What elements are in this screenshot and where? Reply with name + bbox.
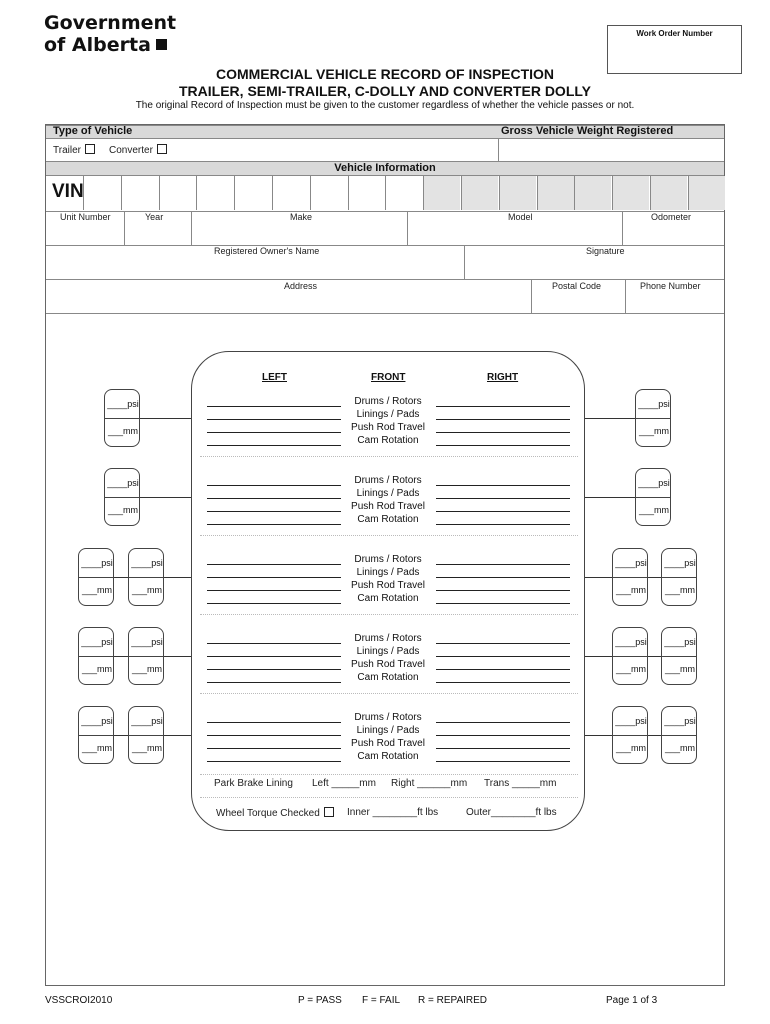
legend-pass: P = PASS bbox=[298, 995, 342, 1006]
mm-field[interactable]: ___mm bbox=[107, 505, 138, 515]
vin-cell[interactable] bbox=[196, 176, 233, 210]
mm-field[interactable]: ___mm bbox=[81, 664, 112, 674]
axle-item-label: Drums / Rotors bbox=[354, 633, 422, 644]
right-result-field[interactable] bbox=[436, 682, 570, 683]
left-result-field[interactable] bbox=[207, 445, 341, 446]
psi-field[interactable]: ____psi bbox=[107, 478, 139, 488]
right-result-field[interactable] bbox=[436, 643, 570, 644]
right-result-field[interactable] bbox=[436, 669, 570, 670]
psi-field[interactable]: ____psi bbox=[664, 637, 696, 647]
mm-field[interactable]: ___mm bbox=[615, 585, 646, 595]
vin-cell[interactable] bbox=[121, 176, 158, 210]
mm-field[interactable]: ___mm bbox=[131, 743, 162, 753]
government-logo bbox=[44, 12, 176, 56]
wheel-torque-checkbox[interactable] bbox=[324, 807, 334, 817]
left-result-field[interactable] bbox=[207, 524, 341, 525]
right-result-field[interactable] bbox=[436, 419, 570, 420]
tire-gauge[interactable] bbox=[635, 468, 671, 526]
mm-field[interactable]: ___mm bbox=[615, 743, 646, 753]
tire-gauge[interactable] bbox=[612, 627, 648, 685]
axle-item-label: Linings / Pads bbox=[356, 646, 420, 657]
psi-field[interactable]: ____psi bbox=[81, 637, 113, 647]
tire-gauge[interactable] bbox=[128, 548, 164, 606]
axle-item-label: Push Rod Travel bbox=[351, 501, 425, 512]
right-result-field[interactable] bbox=[436, 485, 570, 486]
right-result-field[interactable] bbox=[436, 656, 570, 657]
left-result-field[interactable] bbox=[207, 748, 341, 749]
left-result-field[interactable] bbox=[207, 643, 341, 644]
psi-field[interactable]: ____psi bbox=[664, 716, 696, 726]
right-result-field[interactable] bbox=[436, 577, 570, 578]
unit-number-label: Unit Number bbox=[60, 212, 111, 222]
psi-field[interactable]: ____psi bbox=[615, 637, 647, 647]
tire-gauge[interactable] bbox=[128, 706, 164, 764]
mm-field[interactable]: ___mm bbox=[664, 664, 695, 674]
psi-field[interactable]: ____psi bbox=[638, 399, 670, 409]
odometer-label: Odometer bbox=[651, 212, 692, 222]
mm-field[interactable]: ___mm bbox=[664, 743, 695, 753]
axle-item-label: Drums / Rotors bbox=[354, 554, 422, 565]
phone-number-label: Phone Number bbox=[640, 281, 701, 291]
axle-item-label: Push Rod Travel bbox=[351, 738, 425, 749]
address-label: Address bbox=[284, 281, 318, 291]
logo-line1: Government bbox=[44, 12, 177, 34]
mm-field[interactable]: ___mm bbox=[638, 505, 669, 515]
axle-item-label: Push Rod Travel bbox=[351, 580, 425, 591]
mm-field[interactable]: ___mm bbox=[131, 585, 162, 595]
logo-square-icon bbox=[156, 39, 167, 50]
vin-cell[interactable] bbox=[83, 176, 120, 210]
vin-cell[interactable] bbox=[688, 176, 725, 210]
axle-item-label: Cam Rotation bbox=[357, 593, 419, 604]
right-result-field[interactable] bbox=[436, 590, 570, 591]
tire-gauge[interactable] bbox=[635, 389, 671, 447]
postal-code-label: Postal Code bbox=[552, 281, 602, 291]
left-result-field[interactable] bbox=[207, 511, 341, 512]
vehicle-info-label: Vehicle Information bbox=[334, 162, 436, 174]
mm-field[interactable]: ___mm bbox=[81, 585, 112, 595]
axle-item-label: Drums / Rotors bbox=[354, 475, 422, 486]
psi-field[interactable]: ____psi bbox=[107, 399, 139, 409]
axle-item-label: Linings / Pads bbox=[356, 725, 420, 736]
wheel-torque-option[interactable]: Wheel Torque Checked bbox=[216, 807, 334, 819]
tire-gauge[interactable] bbox=[104, 389, 140, 447]
axle-item-label: Push Rod Travel bbox=[351, 422, 425, 433]
left-result-field[interactable] bbox=[207, 498, 341, 499]
vin-cell[interactable] bbox=[310, 176, 347, 210]
year-label: Year bbox=[145, 212, 164, 222]
left-result-field[interactable] bbox=[207, 432, 341, 433]
page-number: Page 1 of 3 bbox=[606, 995, 658, 1006]
tire-gauge[interactable] bbox=[612, 548, 648, 606]
right-result-field[interactable] bbox=[436, 748, 570, 749]
right-result-field[interactable] bbox=[436, 498, 570, 499]
vin-cell[interactable] bbox=[499, 176, 536, 210]
tire-gauge[interactable] bbox=[78, 627, 114, 685]
tire-gauge[interactable] bbox=[661, 548, 697, 606]
mm-field[interactable]: ___mm bbox=[638, 426, 669, 436]
left-result-field[interactable] bbox=[207, 406, 341, 407]
axle-item-label: Cam Rotation bbox=[357, 514, 419, 525]
axle-item-label: Drums / Rotors bbox=[354, 712, 422, 723]
converter-option[interactable]: Converter bbox=[109, 144, 167, 156]
left-result-field[interactable] bbox=[207, 682, 341, 683]
psi-field[interactable]: ____psi bbox=[615, 558, 647, 568]
right-result-field[interactable] bbox=[436, 564, 570, 565]
right-result-field[interactable] bbox=[436, 511, 570, 512]
axle-item-label: Cam Rotation bbox=[357, 672, 419, 683]
left-result-field[interactable] bbox=[207, 419, 341, 420]
axle-item-label: Drums / Rotors bbox=[354, 396, 422, 407]
psi-field[interactable]: ____psi bbox=[638, 478, 670, 488]
mm-field[interactable]: ___mm bbox=[664, 585, 695, 595]
psi-field[interactable]: ____psi bbox=[81, 558, 113, 568]
legend-repaired: R = REPAIRED bbox=[418, 995, 487, 1006]
axle-item-label: Push Rod Travel bbox=[351, 659, 425, 670]
mm-field[interactable]: ___mm bbox=[81, 743, 112, 753]
psi-field[interactable]: ____psi bbox=[131, 716, 163, 726]
tire-gauge[interactable] bbox=[78, 548, 114, 606]
psi-field[interactable]: ____psi bbox=[664, 558, 696, 568]
right-result-field[interactable] bbox=[436, 722, 570, 723]
left-result-field[interactable] bbox=[207, 722, 341, 723]
vin-cell[interactable] bbox=[537, 176, 574, 210]
left-column-label: LEFT bbox=[262, 372, 287, 383]
vin-label: VIN bbox=[52, 181, 84, 202]
front-column-label: FRONT bbox=[371, 372, 406, 383]
vin-cell[interactable] bbox=[159, 176, 196, 210]
torque-outer[interactable]: Outer________ft lbs bbox=[466, 807, 557, 818]
gvw-label: Gross Vehicle Weight Registered bbox=[501, 125, 674, 137]
right-result-field[interactable] bbox=[436, 761, 570, 762]
axle-item-label: Cam Rotation bbox=[357, 751, 419, 762]
park-brake-left[interactable]: Left _____mm bbox=[312, 778, 376, 789]
left-result-field[interactable] bbox=[207, 564, 341, 565]
converter-checkbox[interactable] bbox=[157, 144, 167, 154]
right-result-field[interactable] bbox=[436, 406, 570, 407]
mm-field[interactable]: ___mm bbox=[615, 664, 646, 674]
left-result-field[interactable] bbox=[207, 485, 341, 486]
vin-cell[interactable] bbox=[574, 176, 611, 210]
right-result-field[interactable] bbox=[436, 735, 570, 736]
park-brake-trans[interactable]: Trans _____mm bbox=[484, 778, 557, 789]
trailer-option[interactable]: Trailer bbox=[53, 144, 95, 156]
type-of-vehicle-label: Type of Vehicle bbox=[53, 125, 133, 137]
left-result-field[interactable] bbox=[207, 656, 341, 657]
left-result-field[interactable] bbox=[207, 735, 341, 736]
right-column-label: RIGHT bbox=[487, 372, 519, 383]
make-label: Make bbox=[290, 212, 313, 222]
mm-field[interactable]: ___mm bbox=[131, 664, 162, 674]
logo-line2: of Alberta bbox=[44, 34, 151, 56]
left-result-field[interactable] bbox=[207, 603, 341, 604]
work-order-label: Work Order Number bbox=[636, 29, 713, 38]
axle-item-label: Cam Rotation bbox=[357, 435, 419, 446]
torque-inner[interactable]: Inner ________ft lbs bbox=[347, 807, 439, 818]
tire-gauge[interactable] bbox=[78, 706, 114, 764]
vin-cell[interactable] bbox=[461, 176, 498, 210]
park-brake-right[interactable]: Right ______mm bbox=[391, 778, 468, 789]
tire-gauge[interactable] bbox=[128, 627, 164, 685]
left-result-field[interactable] bbox=[207, 590, 341, 591]
vin-cell[interactable] bbox=[385, 176, 422, 210]
left-result-field[interactable] bbox=[207, 761, 341, 762]
tire-gauge[interactable] bbox=[104, 468, 140, 526]
psi-field[interactable]: ____psi bbox=[615, 716, 647, 726]
left-result-field[interactable] bbox=[207, 669, 341, 670]
signature-label: Signature bbox=[586, 246, 625, 256]
model-label: Model bbox=[508, 212, 533, 222]
vin-cell[interactable] bbox=[272, 176, 309, 210]
left-result-field[interactable] bbox=[207, 577, 341, 578]
form-title-line1: COMMERCIAL VEHICLE RECORD OF INSPECTION bbox=[215, 66, 555, 82]
right-result-field[interactable] bbox=[436, 432, 570, 433]
vin-cell[interactable] bbox=[650, 176, 687, 210]
legend-fail: F = FAIL bbox=[362, 995, 401, 1006]
owner-name-label: Registered Owner's Name bbox=[214, 246, 320, 256]
psi-field[interactable]: ____psi bbox=[131, 558, 163, 568]
right-result-field[interactable] bbox=[436, 603, 570, 604]
notice-text: The original Record of Inspection must be given to the customer regardless of whether the vehicle passes or not. bbox=[135, 100, 635, 111]
tire-gauge[interactable] bbox=[612, 706, 648, 764]
psi-field[interactable]: ____psi bbox=[81, 716, 113, 726]
axle-item-label: Linings / Pads bbox=[356, 409, 420, 420]
vin-cell[interactable] bbox=[234, 176, 271, 210]
axle-item-label: Linings / Pads bbox=[356, 488, 420, 499]
trailer-checkbox[interactable] bbox=[85, 144, 95, 154]
vin-cell[interactable] bbox=[612, 176, 649, 210]
form-code: VSSCROI2010 bbox=[45, 995, 113, 1006]
right-result-field[interactable] bbox=[436, 524, 570, 525]
vin-cell[interactable] bbox=[348, 176, 385, 210]
tire-gauge[interactable] bbox=[661, 706, 697, 764]
right-result-field[interactable] bbox=[436, 445, 570, 446]
mm-field[interactable]: ___mm bbox=[107, 426, 138, 436]
form-title-line2: TRAILER, SEMI-TRAILER, C-DOLLY AND CONVERTER DOLLY bbox=[179, 83, 591, 99]
axle-item-label: Linings / Pads bbox=[356, 567, 420, 578]
psi-field[interactable]: ____psi bbox=[131, 637, 163, 647]
vin-cell[interactable] bbox=[423, 176, 460, 210]
tire-gauge[interactable] bbox=[661, 627, 697, 685]
park-brake-label: Park Brake Lining bbox=[214, 778, 293, 789]
